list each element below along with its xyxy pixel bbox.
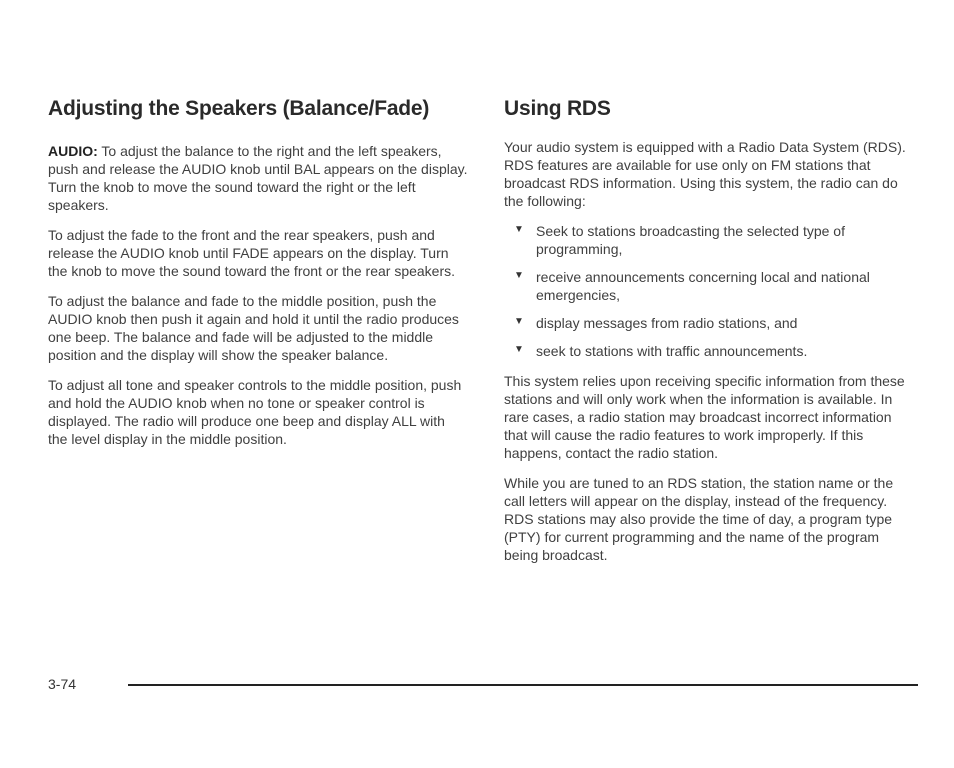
balance-fade-heading: Adjusting the Speakers (Balance/Fade) [48,97,430,120]
bullet-icon: ▼ [514,224,524,235]
rds-reliance-paragraph: This system relies upon receiving specific information from these stations and will only work when the information is available. In rare cases, a radio station may broadcast incorrect information that will cause the radio features to work improperly. If this happens, contact the radio station. [504,373,905,461]
list-item: ▼ display messages from radio stations, and [514,315,798,331]
list-item: ▼ Seek to stations broadcasting the selected type of programming, [514,223,845,257]
left-column [48,96,468,460]
footer-rule [128,684,918,686]
page-number: 3-74 [48,676,77,692]
using-rds-heading: Using RDS [504,97,611,120]
rds-station-paragraph: While you are tuned to an RDS station, the station name or the call letters will appear on the display, instead of the frequency. RDS stations may also provide the time of day, a program type (PTY) for current programming and the name of the program being broadcast. [504,475,894,563]
bullet-icon: ▼ [514,270,524,281]
list-item: ▼ receive announcements concerning local and national emergencies, [514,269,870,303]
list-item: ▼ seek to stations with traffic announcements. [514,343,808,359]
middle-position-paragraph: To adjust the balance and fade to the middle position, push the AUDIO knob then push it again and hold it until the radio produces one beep. The balance and fade will be adjusted to the middle position and the display will show the speaker balance. [48,293,459,363]
audio-lead-label: AUDIO: [48,143,98,159]
rds-feature-list [504,222,916,360]
audio-balance-paragraph [48,142,468,214]
rds-intro-paragraph: Your audio system is equipped with a Radio Data System (RDS). RDS features are available for use only on FM stations that broadcast RDS information. Using this system, the radio can do the following: [504,139,906,209]
right-column [504,96,916,576]
fade-paragraph: To adjust the fade to the front and the rear speakers, push and release the AUDIO knob until FADE appears on the display. Turn the knob to move the sound toward the front or the rear speakers. [48,227,456,279]
bullet-icon: ▼ [514,344,524,355]
audio-balance-text: To adjust the balance to the right and the left speakers, push and release the AUDIO knob until BAL appears on the display. Turn the knob to move the sound toward the right or the left speakers. [48,143,468,213]
all-controls-paragraph: To adjust all tone and speaker controls to the middle position, push and hold the AUDIO knob when no tone or speaker control is displayed. The radio will produce one beep and display ALL with the level display in the middle position. [48,377,462,447]
bullet-icon: ▼ [514,316,524,327]
